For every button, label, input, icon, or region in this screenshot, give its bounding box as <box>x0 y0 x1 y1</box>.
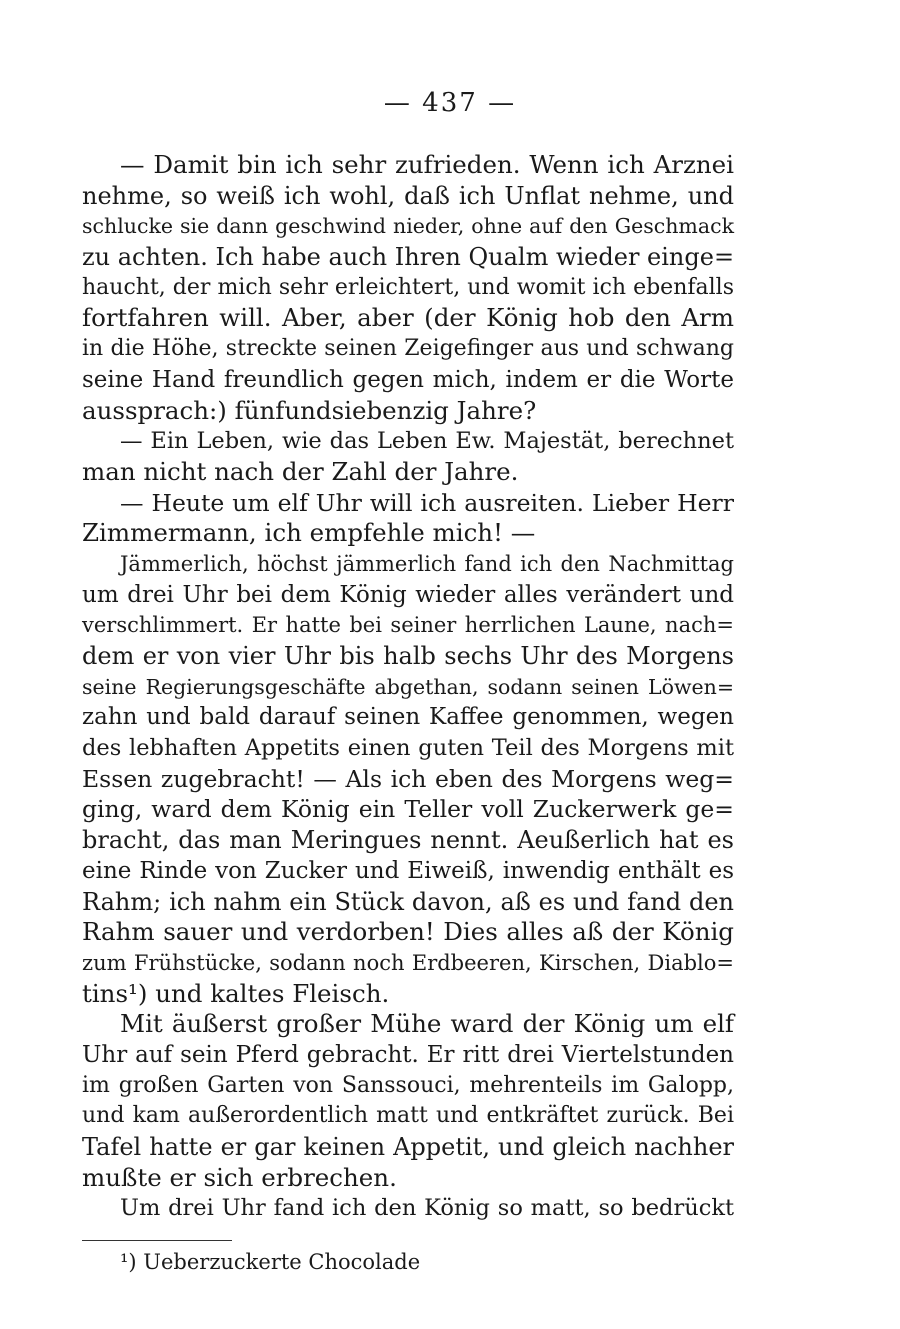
text-line: nehme, so weiß ich wohl, daß ich Unflat nehme, und <box>82 181 734 210</box>
text-line: ging, ward dem König ein Teller voll Zuckerwerk ge= <box>82 795 734 824</box>
text-line: des lebhaften Appetits einen guten Teil des Morgens mit <box>82 735 734 762</box>
text-line: — Heute um elf Uhr will ich ausreiten. Lieber Herr <box>120 488 734 517</box>
body-text <box>82 150 734 1224</box>
text-line: zu achten. Ich habe auch Ihren Qualm wieder einge= <box>82 243 735 272</box>
text-line: seine Hand freundlich gegen mich, indem er die Worte <box>82 366 734 393</box>
text-line: aussprach:) fünfundsiebenzig Jahre? <box>82 395 537 425</box>
text-line: fortfahren will. Aber, aber (der König hob den Arm <box>82 303 734 333</box>
text-line: im großen Garten von Sanssouci, mehrenteils im Galopp, <box>82 1072 734 1098</box>
text-line: seine Regierungsgeschäfte abgethan, sodann seinen Löwen= <box>82 674 734 699</box>
text-line: Jämmerlich, höchst jämmerlich fand ich den Nachmittag <box>120 551 734 576</box>
footnote: ¹) Ueberzuckerte Chocolade <box>120 1250 421 1274</box>
text-line: mußte er sich erbrechen. <box>82 1162 397 1192</box>
text-line: bracht, das man Meringues nennt. Aeußerlich hat es <box>82 826 734 855</box>
text-line: — Ein Leben, wie das Leben Ew. Majestät, berechnet <box>120 428 734 455</box>
text-line: um drei Uhr bei dem König wieder alles verändert und <box>82 581 734 608</box>
text-line: — Damit bin ich sehr zufrieden. Wenn ich Arznei <box>120 150 734 179</box>
text-line: eine Rinde von Zucker und Eiweiß, inwendig enthält es <box>82 857 734 884</box>
text-line: zum Frühstücke, sodann noch Erdbeeren, Kirschen, Diablo= <box>82 950 734 975</box>
footnote-divider <box>82 1240 232 1241</box>
text-line: Mit äußerst großer Mühe ward der König um elf <box>120 1009 734 1039</box>
text-line: Essen zugebracht! — Als ich eben des Morgens weg= <box>82 764 734 793</box>
text-line: dem er von vier Uhr bis halb sechs Uhr des Morgens <box>82 642 734 670</box>
text-line: Rahm sauer und verdorben! Dies alles aß der König <box>82 917 734 947</box>
text-line: Uhr auf sein Pferd gebracht. Er ritt drei Viertelstunden <box>82 1041 734 1068</box>
text-line: zahn und bald darauf seinen Kaffee genommen, wegen <box>82 704 734 731</box>
text-line: verschlimmert. Er hatte bei seiner herrlichen Laune, nach= <box>82 613 734 638</box>
text-line: Tafel hatte er gar keinen Appetit, und gleich nachher <box>82 1133 734 1161</box>
text-line: Um drei Uhr fand ich den König so matt, so bedrückt <box>120 1195 734 1222</box>
text-line: Rahm; ich nahm ein Stück davon, aß es und fand den <box>82 887 734 916</box>
text-line: tins¹) und kaltes Fleisch. <box>82 978 390 1008</box>
page-number-header: — 437 — <box>383 88 517 118</box>
text-line: man nicht nach der Zahl der Jahre. <box>82 456 519 486</box>
text-line: haucht, der mich sehr erleichtert, und womit ich ebenfalls <box>82 274 734 300</box>
text-line: in die Höhe, streckte seinen Zeigefinger aus und schwang <box>82 336 734 362</box>
text-line: Zimmermann, ich empfehle mich! — <box>82 518 536 548</box>
text-line: schlucke sie dann geschwind nieder, ohne auf den Geschmack <box>82 214 734 239</box>
text-line: und kam außerordentlich matt und entkräftet zurück. Bei <box>82 1103 734 1129</box>
